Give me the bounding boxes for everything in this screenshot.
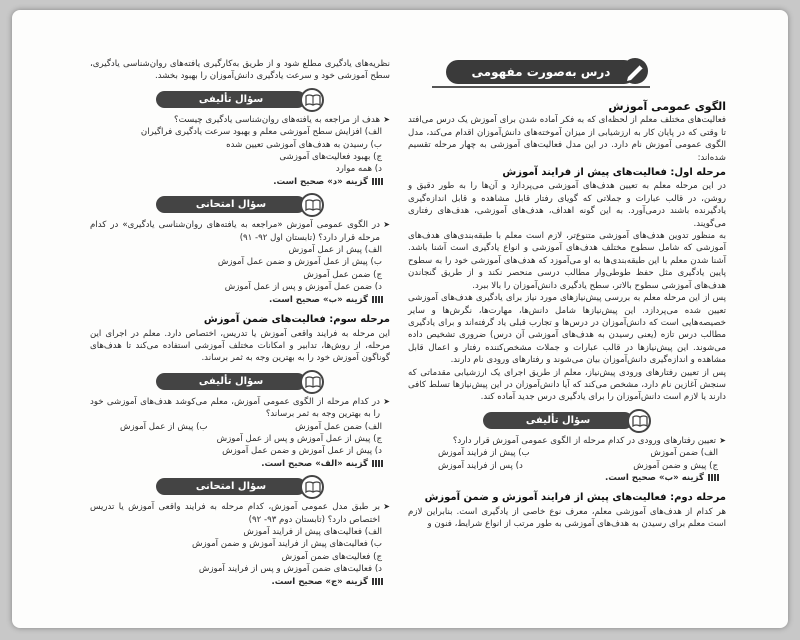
question-banner-authored (483, 409, 651, 431)
option-c: ج) پیش از عمل آموزش و پس از عمل آموزش (216, 433, 382, 444)
option-b: ب) فعالیت‌های پیش از فرایند آموزش و ضمن آموزش (191, 539, 382, 550)
stage2-heading: مرحله دوم: فعالیت‌های پیش از فرایند آموزش و ضمن آموزش (424, 492, 726, 504)
option-d: د) ضمن عمل آموزش و پس از عمل آموزش (224, 282, 382, 293)
options-row (408, 447, 726, 459)
question-2-text: هدف از مراجعه به یافته‌های روان‌شناسی یادگیری چیست؟ (174, 114, 380, 125)
question-text (90, 396, 390, 421)
key-icon (372, 578, 384, 585)
scanned-page (12, 10, 788, 628)
option-d: د) پیش از عمل آموزش و ضمن عمل آموزش (222, 446, 382, 457)
stage1-paragraph-1: در این مرحله معلم به تعیین هدف‌های آموزشی می‌پردازد و آن‌ها را به طور دقیق و روشن، در قالب عبارات و جملاتی که گویای رفتار قابل مشاهده و قابل اندازه‌گیری یادگیرنده باشند درمی‌آورد. به این گونه اهداف، هدف‌های آموزشی، هدف‌های رفتاری می‌گویند. (408, 181, 726, 229)
book-icon (300, 193, 324, 217)
banner-underline (432, 86, 650, 88)
option-c: ج) ضمن عمل آموزش (303, 269, 382, 280)
key-icon (372, 178, 384, 185)
question-banner-label: سؤال تألیفی (156, 91, 306, 108)
intro-paragraph: فعالیت‌های مختلف معلم از لحظه‌ای که به فکر آماده شدن برای آموزش یک درس می‌افتد تا وقتی که در پایان کار به ارزشیابی از میزان آموخته‌های دانش‌آموزان اقدام می‌کند، مدل الگوی عمومی آموزش نام دارد. در این مدل فعالیت‌های آموزشی به چهار مرحله تقسیم شده‌اند: (408, 115, 726, 163)
option-d: د) همه موارد (335, 164, 382, 175)
answer-text: گزینه «ب» صحیح است. (269, 294, 368, 305)
lesson-banner (432, 56, 650, 92)
continued-paragraph: نظریه‌های یادگیری مطلع شود و از طریق به‌کارگیری یافته‌های روان‌شناسی یادگیری، سطح آموزشی خود و سرعت یادگیری دانش‌آموزان را بهبود بخشد. (90, 59, 390, 82)
arrow-icon: ➤ (383, 220, 390, 230)
option-c: ج) پیش و ضمن آموزش (633, 460, 718, 471)
arrow-icon: ➤ (719, 435, 726, 445)
options-row (408, 460, 726, 472)
option-b: ب) رسیدن به هدف‌های آموزشی تعیین شده (226, 139, 382, 150)
option-a: الف) ضمن عمل آموزش (295, 421, 382, 432)
stage1-paragraph-2: به منظور تدوین هدف‌های آموزشی متنوع‌تر، لازم است معلم با طبقه‌بندی‌های هدف‌های آموزشی که شامل سطوح مختلف هدف‌های آموزشی و انواع یادگیری است آشنا باشد. آشنا شدن معلم با این طبقه‌بندی‌ها به او می‌آموزد که هدف‌های آموزشی خود را به سطوح پایین یادگیری مثل حفظ طوطی‌وار مطالب درسی منحصر نکند و از طریق گنجاندن هدف‌های آموزشی سطوح بالاتر، سطح یادگیری دانش‌آموزان را بالا ببرد. (408, 231, 726, 291)
book-icon (300, 475, 324, 499)
question-banner-authored (156, 88, 324, 110)
section-heading: الگوی عمومی آموزش (608, 100, 726, 113)
option-c: ج) بهبود فعالیت‌های آموزشی (279, 152, 382, 163)
key-icon (708, 474, 720, 481)
option-a: الف) پیش از عمل آموزش (288, 245, 382, 256)
key-icon (372, 296, 384, 303)
arrow-icon: ➤ (383, 502, 390, 512)
key-icon (372, 460, 384, 467)
question-banner-label: سؤال امتحانی (156, 478, 306, 495)
option-a: الف) ضمن آموزش (650, 448, 718, 459)
question-text (90, 219, 390, 244)
question-banner-label: سؤال امتحانی (156, 196, 306, 213)
option-d: د) فعالیت‌های ضمن آموزش و پس از فرایند آموزش (198, 564, 382, 575)
question-banner-exam (156, 193, 324, 215)
question-banner-exam (156, 475, 324, 497)
answer-text: گزینه «ج» صحیح است. (271, 576, 368, 587)
option-a: الف) فعالیت‌های پیش از فرایند آموزش (243, 526, 382, 537)
pencil-icon (620, 56, 650, 86)
question-4-text: در کدام مرحله از الگوی عمومی آموزش، معلم می‌کوشد هدف‌های آموزشی خود را به بهترین وجه به ثمر برساند؟ (90, 396, 380, 420)
option-c: ج) فعالیت‌های ضمن آموزش (281, 551, 382, 562)
answer-text: گزینه «ب» صحیح است. (605, 472, 704, 483)
question-text (90, 501, 390, 526)
question-text (408, 435, 726, 447)
banner-title: درس به‌صورت مفهومی (446, 60, 636, 84)
arrow-icon: ➤ (383, 114, 390, 124)
stage3-heading: مرحله سوم: فعالیت‌های ضمن آموزش (203, 314, 390, 326)
answer-line (90, 576, 390, 588)
stage1-paragraph-3: پس از این مرحله معلم به بررسی پیش‌نیازهای مورد نیاز برای یادگیری هدف‌های آموزشی تعیین شده می‌پردازد. این پیش‌نیازها شامل دانش‌ها، مهارت‌ها، نگرش‌ها و سایر خصیصه‌هایی است که دانش‌آموزان در درس‌ها و تجارب قبلی یاد گرفته‌اند و برای یادگیری مطالب درس تازه (یعنی رسیدن به هدف‌های آموزشی آن درس) ضروری تشخیص داده می‌شوند. این پیش‌نیازها در قالب عبارات و جملات مشخص‌کننده رفتار و اعمال قابل مشاهده و اندازه‌گیری دانش‌آموزان بیان می‌شوند و رفتارهای ورودی نام دارند. (408, 293, 726, 366)
book-icon (300, 88, 324, 112)
book-icon (300, 370, 324, 394)
stage3-paragraph: این مرحله به فرایند واقعی آموزش یا تدریس، اختصاص دارد. معلم در اجرای این مرحله، از روش‌ها، تدابیر و امکانات مختلف آموزشی استفاده می‌کند تا هدف‌های گوناگون آموزش خود را به بهترین وجه به ثمر برساند. (90, 328, 390, 364)
answer-line (90, 294, 390, 306)
option-b: ب) پیش از عمل آموزش و ضمن عمل آموزش (217, 257, 382, 268)
answer-line (90, 458, 390, 470)
question-text (90, 114, 390, 126)
right-column (408, 98, 726, 628)
stage2-paragraph: هر کدام از هدف‌های آموزشی معلم، معرف نوع خاصی از یادگیری است. بنابراین لازم است معلم برای رسیدن به هدف‌های آموزشی به طور مرتب از انواع شرایط، فنون و (408, 506, 726, 530)
option-a: الف) افزایش سطح آموزشی معلم و بهبود سرعت یادگیری فراگیران (140, 127, 382, 138)
answer-line (90, 176, 390, 188)
option-b: ب) پیش از عمل آموزش (120, 421, 208, 432)
answer-text: گزینه «الف» صحیح است. (261, 458, 368, 469)
question-5-text: بر طبق مدل عمومی آموزش، کدام مرحله به فرایند واقعی آموزش یا تدریس اختصاص دارد؟ (تابستان دوم ۹۳- ۹۲) (90, 502, 380, 525)
question-1-text: تعیین رفتارهای ورودی در کدام مرحله از الگوی عمومی آموزش قرار دارد؟ (452, 435, 716, 446)
stage1-heading: مرحله اول: فعالیت‌های پیش از فرایند آموزش (502, 167, 726, 179)
question-banner-authored (156, 370, 324, 392)
question-banner-label: سؤال تألیفی (156, 373, 306, 390)
arrow-icon: ➤ (383, 396, 390, 406)
left-column (90, 58, 390, 628)
stage1-paragraph-4: پس از تعیین رفتارهای ورودی پیش‌نیاز، معلم از طریق اجرای یک ارزشیابی مقدماتی که سنجش آغازین نام دارد، مشخص می‌کند که آیا دانش‌آموزان در این پیش‌نیازها تسلط کافی دارند یا لازم است دانش‌آموزان را برای یادگیری درس جدید آماده کند. (408, 367, 726, 403)
question-3-text: در الگوی عمومی آموزش «مراجعه به یافته‌های روان‌شناسی یادگیری» در کدام مرحله قرار دارد؟ (تابستان اول ۹۲- ۹۱) (90, 220, 380, 243)
question-banner-label: سؤال تألیفی (483, 412, 633, 429)
book-icon (627, 409, 651, 433)
options-row (90, 421, 390, 433)
answer-line (408, 472, 726, 484)
answer-text: گزینه «د» صحیح است. (273, 176, 368, 187)
option-b: ب) پیش از فرایند آموزش (438, 448, 530, 459)
option-d: د) پس از فرایند آموزش (438, 460, 523, 471)
